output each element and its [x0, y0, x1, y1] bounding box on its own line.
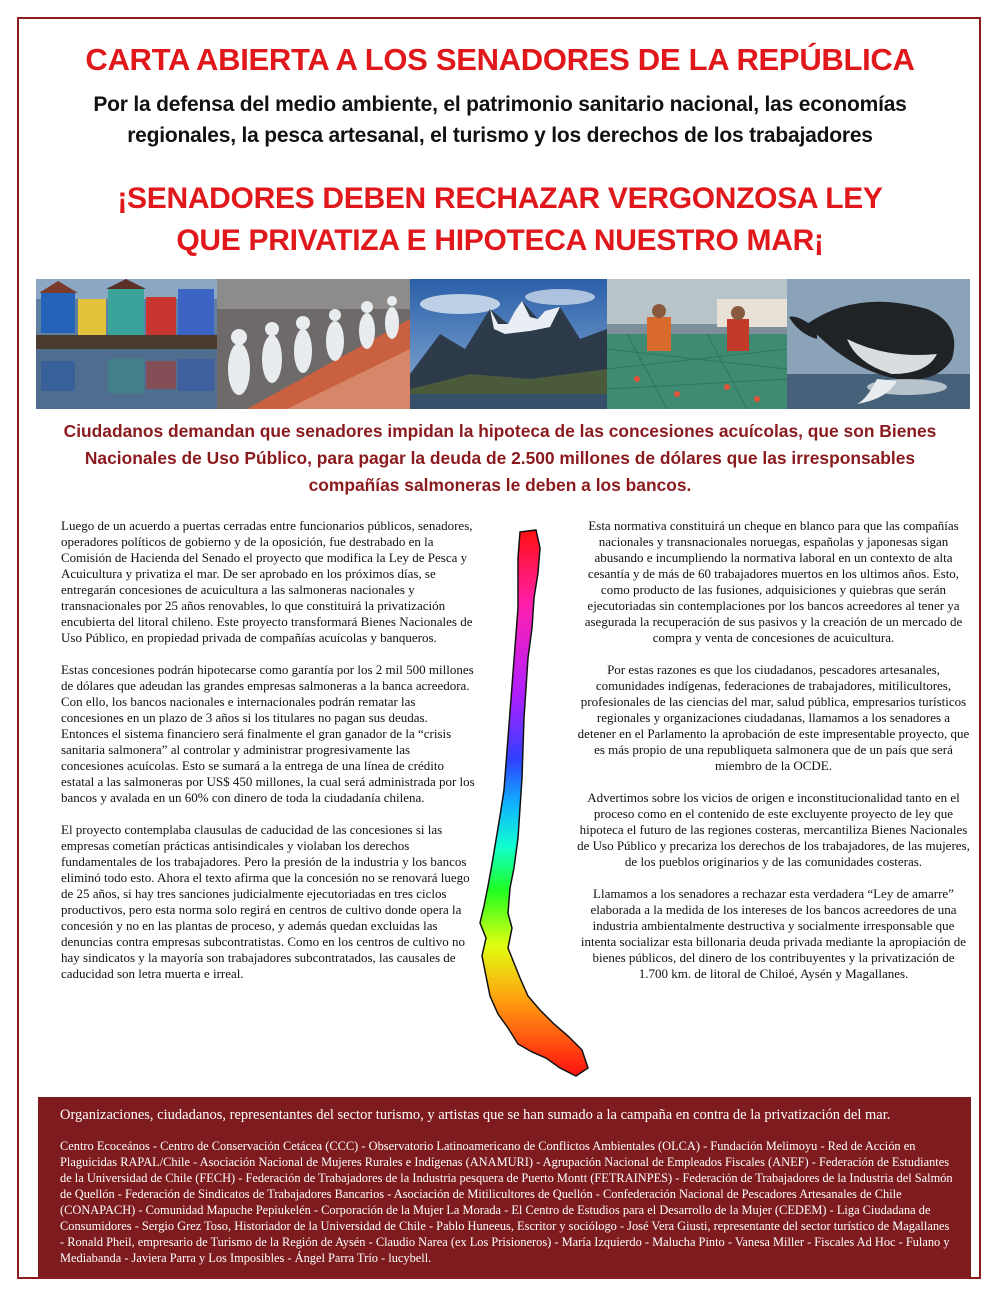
right-paragraph-4: Llamamos a los senadores a rechazar esta verdadera “Ley de amarre” elaborada a la medida de los intereses de los bancos acreedores de una industria ambientalmente destructiva y socialmente irresponsable que intenta socializar esta billonaria deuda privada mediante la apropiación de bienes públicos, del dinero de los contribuyentes y la privatización de 1.700 km. de litoral de Chiloé, Aysén y Magallanes.	[580, 886, 967, 981]
humpback-whale-photo	[787, 279, 970, 409]
page-subtitle: Por la defensa del medio ambiente, el patrimonio sanitario nacional, las economías regionales, la pesca artesanal, el turismo y los derechos de los trabajadores	[93, 93, 907, 147]
page-title: CARTA ABIERTA A LOS SENADORES DE LA REPÚBLICA	[85, 42, 915, 77]
signatories-list: Centro Ecoceános - Centro de Conservación Cetácea (CCC) - Observatorio Latinoamericano de Conflictos Ambientales (OLCA) - Fundación Melimoyu - Red de Acción en Plaguicidas RAPAL/Chile - Asociación Nacional de Mujeres Rurales e Indígenas (ANAMURI) - Agrupación Nacional de Empleados Fiscales (ANEF) - Federación de Estudiantes de la Universidad de Chile (FECH) - Federación de Trabajadores de la Industria pesquera de Puerto Montt (FETRAINPES) - Federación de Trabajadores de la Industria del Salmón de Quellón - Federación de Sindicatos de Trabajadores Bancarios - Asociación de Mitilicultores de Quellón - Confederación Nacional de Pescadores Artesanales de Chile (CONAPACH) - Comunidad Mapuche Pepiukelén - Corporación de la Mujer La Morada - El Centro de Estudios para el Desarrollo de la Mujer (CEDEM) - Liga Ciudadana de Consumidores - Sergio Grez Toso, Historiador de la Universidad de Chile - Pablo Huneeus, Escritor y sociólogo - José Vera Giusti, representante del sector turístico de Magallanes - Ronald Pheil, empresario de Turismo de la Región de Aysén - Claudio Narea (ex Los Prisioneros) - María Izquierdo - Malucha Pinto - Vanesa Miller - Fiscales Ad Hoc - Fulano y Mediabanda - Javiera Parra y Los Imposibles - Ángel Parra Trío - lucybell.	[60, 1139, 953, 1265]
artisanal-fishermen-photo	[607, 279, 787, 409]
right-paragraph-3: Advertimos sobre los vicios de origen e inconstitucionalidad tanto en el proceso como en el contenido de este excluyente proyecto de ley que hipoteca el futuro de las regiones costeras, mercantiliza Bienes Nacionales de Uso Público y precariza los derechos de los trabajadores, de las mujeres, de los pueblos originarios y de las comunidades costeras.	[577, 790, 970, 869]
chile-map-icon	[468, 528, 590, 1083]
right-paragraph-1: Esta normativa constituirá un cheque en blanco para que las compañías nacionales y transnacionales noruegas, españolas y japonesas sigan abusando e incumpliendo la normativa laboral en un contexto de alta cesantía y de más de 60 trabajadores muertos en los ultimos años. Esto, como producto de las fusiones, adquisiciones y quiebras que serán ejecutoriadas sin contemplaciones por los bancos acreedores al tener ya asegurada la recuperación de sus pasivos y la creación de un mercado de compra y venta de concesiones de acuicultura.	[584, 518, 963, 645]
right-column	[577, 518, 970, 998]
headline-line-2: QUE PRIVATIZA E HIPOTECA NUESTRO MAR¡	[176, 224, 824, 257]
stilt-houses-photo	[36, 279, 217, 409]
left-column	[61, 518, 476, 998]
mountains-photo	[410, 279, 607, 409]
lead-paragraph: Ciudadanos demandan que senadores impidan la hipoteca de las concesiones acuícolas, que son Bienes Nacionales de Uso Público, para pagar la deuda de 2.500 millones de dólares que las irresponsables compañías salmoneras le deben a los bancos.	[63, 421, 937, 495]
headline-line-1: ¡SENADORES DEBEN RECHAZAR VERGONZOSA LEY	[117, 182, 883, 215]
headline	[30, 178, 970, 262]
left-paragraph-3: El proyecto contemplaba clausulas de caducidad de las concesiones si las empresas cometían prácticas antisindicales y violaban los derechos fundamentales de los trabajadores. Pero la presión de la industria y los bancos eliminó todo esto. Ahora el texto afirma que la concesión no se renovará luego de 25 años, si hay tres sanciones judicialmente ejecutoriadas en tres ciclos productivos, pero esta norma solo regirá en centros de cultivo donde opera la concesión y no en las plantas de proceso, y además quedan excluidas las denuncias contra empresas subcontratistas. Como en los centros de cultivo no hay sindicatos y la mayoría son trabajadores subcontratados, las causales de caducidad son letra muerta e irreal.	[61, 822, 470, 981]
photo-strip	[36, 279, 970, 409]
signatories-heading: Organizaciones, ciudadanos, representantes del sector turismo, y artistas que se han sumado a la campaña en contra de la privatización del mar.	[60, 1107, 891, 1123]
right-paragraph-2: Por estas razones es que los ciudadanos, pescadores artesanales, comunidades indígenas, federaciones de trabajadores, mitilicultores, profesionales de las ciencias del mar, salud pública, empresarios turísticos regionales y organizaciones ciudadanas, llamamos a los senadores a detener en el Parlamento la aprobación de este impresentable proyecto, que es más propio de una republiqueta salmonera que de un país que será miembro de la OCDE.	[577, 662, 970, 773]
left-paragraph-1: Luego de un acuerdo a puertas cerradas entre funcionarios públicos, senadores, operadores políticos de gobierno y de la oposición, fue destrabado en la Comisión de Hacienda del Senado el proyecto que modifica la Ley de Pesca y Acuicultura y privatiza el mar. De ser aprobado en los próximos días, se entregarán concesiones de acuicultura a las salmoneras nacionales y transnacionales por 25 años renovables, lo que constituirá la privatización encubierta del litoral chileno. Este proyecto transformará Bienes Nacionales de Uso Público, en propiedad privada de compañías acuícolas y banqueros.	[61, 518, 473, 645]
left-paragraph-2: Estas concesiones podrán hipotecarse como garantía por los 2 mil 500 millones de dólares que adeudan las grandes empresas salmoneras a la banca acreedora. Con ello, los bancos nacionales e internacionales podrán rematar las concesiones en un plazo de 3 años si los titulares no pagan sus deudas. Entonces el sistema financiero será finalmente el gran ganador de la “crisis sanitaria salmonera” al controlar y administrar progresivamente las concesiones acuícolas. Esto se sumará a la entrega de una línea de crédito estatal a las salmoneras por US$ 450 millones, la cual será administrada por los bancos y avalada en un 60% con dinero de toda la ciudadanía chilena.	[61, 662, 475, 805]
salmon-processing-workers-photo	[217, 279, 410, 409]
signatories-box	[38, 1097, 971, 1277]
